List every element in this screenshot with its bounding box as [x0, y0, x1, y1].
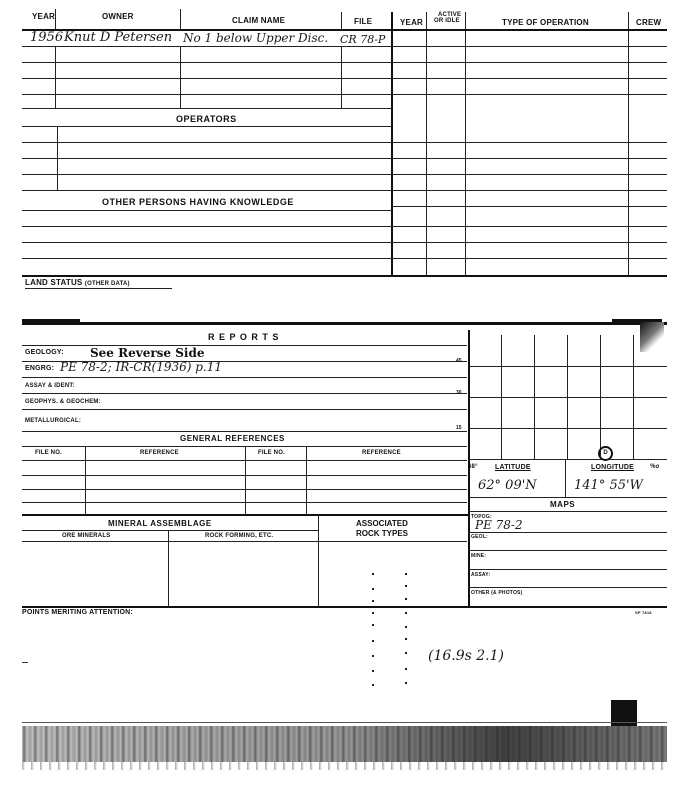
- header-owner: OWNER: [102, 12, 134, 21]
- ore-minerals-header: ORE MINERALS: [62, 533, 111, 539]
- header-claim-name: CLAIM NAME: [232, 16, 286, 25]
- geology-value: See Reverse Side: [90, 346, 205, 360]
- general-references-title: GENERAL REFERENCES: [180, 434, 285, 443]
- mineral-assemblage-title: MINERAL ASSEMBLAGE: [108, 519, 212, 528]
- longitude-label: LONGITUDE: [591, 464, 635, 471]
- gr-file-no: FILE NO.: [35, 450, 62, 456]
- header-or-idle: OR IDLE: [434, 18, 460, 24]
- maps-title: MAPS: [550, 500, 576, 509]
- header-crew: CREW: [636, 18, 662, 27]
- header-year-2: YEAR: [400, 18, 424, 27]
- corner-smudge: [640, 322, 664, 352]
- points-note: (16.9s 2.1): [428, 648, 504, 664]
- form-code: SP 7818: [635, 610, 652, 615]
- longitude-value: 141° 55'W: [574, 478, 643, 493]
- header-file: FILE: [354, 17, 373, 26]
- entry-owner: Knut D Petersen: [64, 30, 173, 45]
- engrg-label: ENGRG:: [25, 365, 55, 372]
- entry-year: 1956: [30, 30, 64, 45]
- topog-value: PE 78-2: [475, 518, 523, 532]
- latitude-value: 62° 09'N: [478, 478, 537, 493]
- header-active: ACTIVE: [438, 12, 462, 18]
- associated-header: ASSOCIATED: [356, 519, 408, 528]
- operators-title: OPERATORS: [176, 114, 237, 124]
- rock-types-header: ROCK TYPES: [356, 529, 409, 538]
- gr-reference-2: REFERENCE: [362, 450, 401, 456]
- header-type-of-operation: TYPE OF OPERATION: [502, 18, 589, 27]
- metallurgical-label: METALLURGICAL:: [25, 418, 82, 424]
- lat-prefix: 68°: [468, 464, 478, 470]
- header-year: YEAR: [32, 12, 56, 21]
- map-assay-label: ASSAY:: [471, 572, 491, 578]
- engrg-value: PE 78-2; IR-CR(1936) p.11: [60, 360, 222, 374]
- other-photos-label: OTHER (& PHOTOS): [471, 590, 523, 596]
- assay-label: ASSAY & IDENT:: [25, 383, 75, 389]
- gr-reference: REFERENCE: [140, 450, 179, 456]
- rock-forming-header: ROCK FORMING, ETC.: [205, 533, 274, 539]
- points-meriting-label: POINTS MERITING ATTENTION:: [22, 609, 133, 616]
- topog-label: TOPOG:: [471, 514, 492, 520]
- entry-claim: No 1 below Upper Disc.: [183, 31, 329, 45]
- geology-label: GEOLOGY:: [25, 349, 64, 356]
- grid-mark-circle: D: [598, 446, 613, 461]
- scale-15: 15: [456, 425, 462, 431]
- geol-label: GEOL:: [471, 534, 488, 540]
- latitude-label: LATITUDE: [495, 464, 531, 471]
- land-status-label: LAND STATUS (OTHER DATA): [25, 278, 130, 287]
- mine-label: MINE:: [471, 553, 487, 559]
- longitude-suffix: %o: [650, 464, 660, 470]
- margin-mark: [22, 662, 28, 663]
- entry-file: CR 78-P: [340, 33, 386, 46]
- scale-30: 30: [456, 390, 462, 396]
- gr-file-no-2: FILE NO.: [258, 450, 285, 456]
- geophys-label: GEOPHYS. & GEOCHEM:: [25, 399, 101, 405]
- scale-45: 45: [456, 358, 462, 364]
- reports-title: R E P O R T S: [208, 332, 280, 342]
- other-persons-title: OTHER PERSONS HAVING KNOWLEDGE: [102, 197, 294, 207]
